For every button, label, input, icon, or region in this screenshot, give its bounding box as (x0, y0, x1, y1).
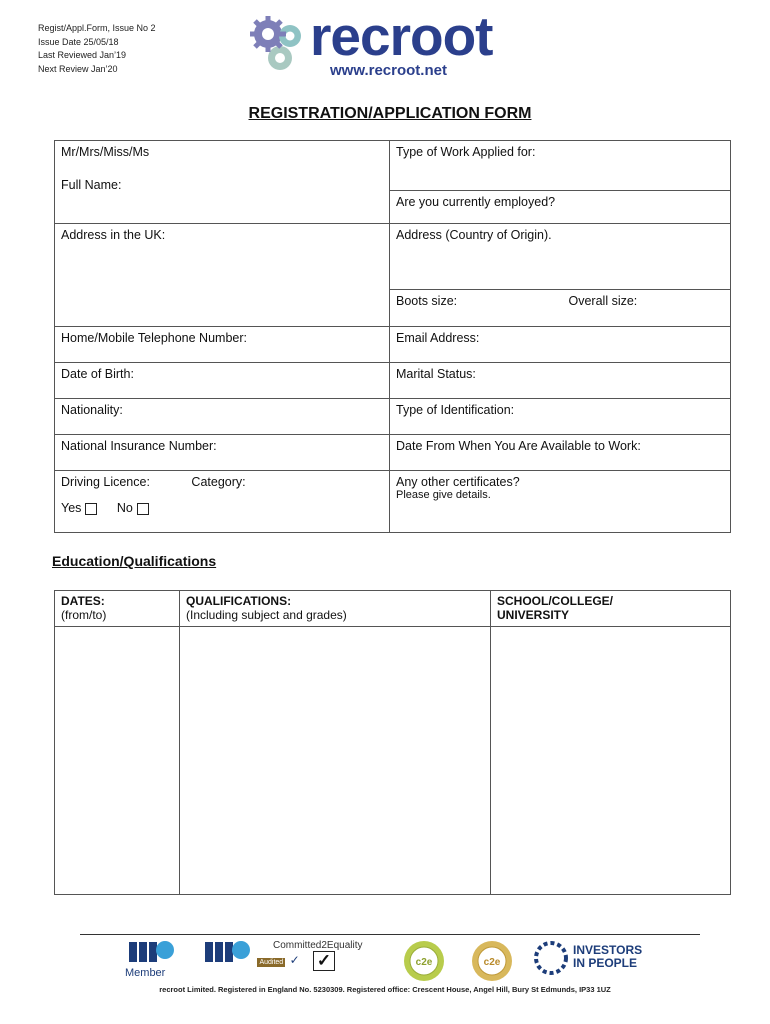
c2e-silver-badge (471, 940, 513, 987)
education-table (54, 590, 731, 895)
school-sub: UNIVERSITY (497, 608, 570, 622)
laurel-icon (533, 940, 569, 976)
dates-entry[interactable] (55, 627, 180, 895)
c2e-seal-alt-icon (471, 940, 513, 982)
sizes-field[interactable] (390, 290, 731, 327)
svg-text:c2e: c2e (483, 957, 501, 968)
address-uk-field[interactable] (55, 224, 390, 327)
id-type-label: Type of Identification: (396, 403, 515, 417)
certificates-hint: Please give details. (396, 489, 491, 501)
recroot-logo (248, 5, 528, 82)
accreditation-badges (125, 940, 655, 980)
certificates-field[interactable] (390, 471, 731, 533)
qualifications-sub: (Including subject and grades) (186, 608, 347, 622)
qualifications-header (180, 591, 491, 627)
overall-size-label: Overall size: (568, 294, 638, 308)
marital-field[interactable] (390, 363, 731, 399)
qualifications-title: QUALIFICATIONS: (186, 594, 292, 608)
employed-label: Are you currently employed? (396, 195, 556, 209)
committed-label: Committed2Equality (273, 940, 363, 951)
licence-field[interactable] (55, 471, 390, 533)
boots-size-label: Boots size: (396, 294, 458, 308)
dob-label: Date of Birth: (61, 367, 134, 381)
title-label: Mr/Mrs/Miss/Ms (61, 145, 150, 159)
investors-line2: IN PEOPLE (573, 956, 638, 970)
address-origin-field[interactable] (390, 224, 731, 290)
rec-logo-icon (125, 940, 175, 964)
nationality-field[interactable] (55, 399, 390, 435)
no-label: No (116, 501, 133, 515)
dob-field[interactable] (55, 363, 390, 399)
school-title: SCHOOL/COLLEGE/ (497, 594, 614, 608)
name-cell[interactable] (55, 141, 390, 224)
education-heading: Education/Qualifications (52, 553, 217, 569)
phone-field[interactable] (55, 327, 390, 363)
school-entry[interactable] (491, 627, 731, 895)
no-checkbox[interactable] (137, 503, 149, 515)
investors-line1: INVESTORS (573, 943, 643, 957)
address-uk-label: Address in the UK: (61, 228, 166, 242)
dates-header (55, 591, 180, 627)
yes-label: Yes (61, 501, 82, 515)
checkmark-icon: ✓ (313, 951, 335, 971)
certificates-label: Any other certificates? (396, 475, 520, 489)
rec-member-badge (125, 940, 175, 979)
work-type-field[interactable] (390, 141, 731, 191)
rec-member-label: Member (125, 967, 166, 979)
check-icon: ✓ (289, 953, 300, 967)
employed-field[interactable] (390, 191, 731, 224)
address-origin-label: Address (Country of Origin). (396, 228, 552, 242)
meta-issue: Regist/Appl.Form, Issue No 2 (38, 23, 156, 33)
meta-issue-date: Issue Date 25/05/18 (38, 36, 119, 47)
ni-number-field[interactable] (55, 435, 390, 471)
full-name-label: Full Name: (61, 178, 122, 192)
email-field[interactable] (390, 327, 731, 363)
svg-text:c2e: c2e (415, 957, 433, 968)
brand-url[interactable]: www.recroot.net (330, 62, 447, 79)
footer-divider (80, 934, 700, 935)
committed-equality-badge (273, 940, 362, 971)
marital-label: Marital Status: (396, 367, 476, 381)
ni-number-label: National Insurance Number: (61, 439, 217, 453)
nationality-label: Nationality: (61, 403, 123, 417)
email-label: Email Address: (396, 331, 480, 345)
dates-title: DATES: (61, 594, 105, 608)
qualifications-entry[interactable] (180, 627, 491, 895)
school-header (491, 591, 731, 627)
work-type-label: Type of Work Applied for: (396, 145, 536, 159)
phone-label: Home/Mobile Telephone Number: (61, 331, 247, 345)
brand-name: recroot (310, 5, 493, 67)
category-label: Category: (191, 475, 246, 489)
document-control-info (38, 22, 156, 76)
rec-audited-logo-icon (203, 940, 253, 964)
available-label: Date From When You Are Available to Work: (396, 439, 641, 453)
registration-table (54, 140, 731, 533)
meta-next-review: Next Review Jan’20 (38, 63, 118, 74)
page-title: REGISTRATION/APPLICATION FORM (248, 105, 532, 122)
available-field[interactable] (390, 435, 731, 471)
id-type-field[interactable] (390, 399, 731, 435)
yes-checkbox[interactable] (85, 503, 97, 515)
company-registration-footer: recroot Limited. Registered in England No. 5230309. Registered office: Crescent House, Angel Hill, Bury St Edmunds, IP33 1UZ (159, 985, 611, 994)
meta-last-reviewed: Last Reviewed Jan’19 (38, 50, 127, 60)
licence-label: Driving Licence: (61, 475, 150, 489)
rec-audited-label: Audited (259, 959, 284, 966)
investors-in-people-badge (533, 940, 643, 981)
c2e-gold-badge (403, 940, 445, 987)
c2e-seal-icon (403, 940, 445, 982)
gears-icon (248, 14, 310, 74)
dates-sub: (from/to) (61, 608, 107, 622)
